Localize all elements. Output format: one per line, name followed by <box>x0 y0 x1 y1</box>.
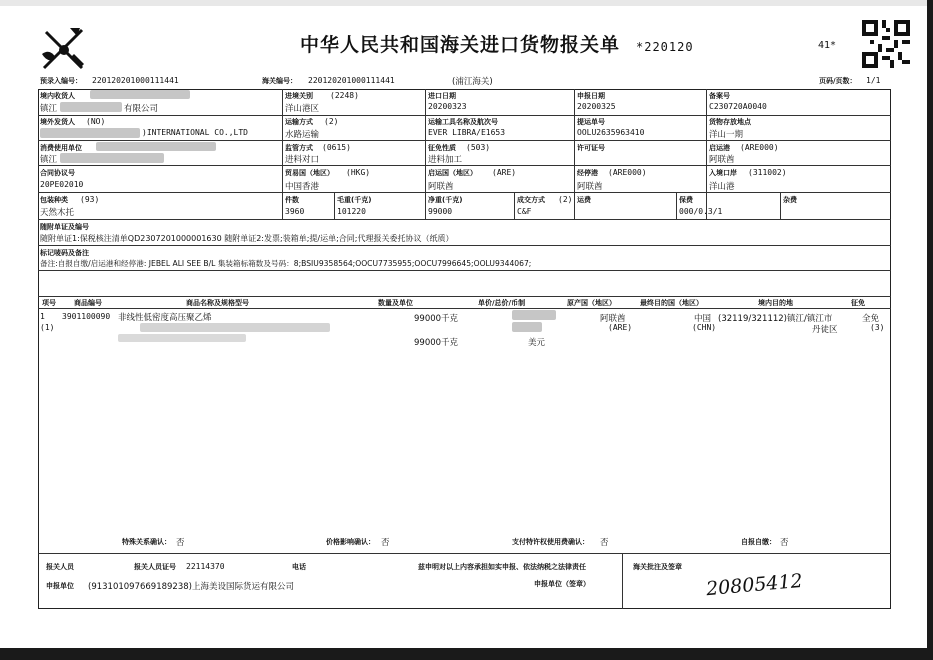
page-value: 1/1 <box>866 76 881 85</box>
redaction <box>60 153 164 163</box>
item-destination: 中国 <box>694 314 712 324</box>
trade-country-value: 中国香港 <box>285 182 320 192</box>
transit-port-code: (ARE000) <box>608 168 647 177</box>
page-label: 页码/页数： <box>819 77 857 85</box>
special-relation-value: 否 <box>176 538 185 548</box>
levy-nature-label: 征免性质 <box>428 144 456 152</box>
package-label: 包装种类 <box>40 196 68 204</box>
doc-code-suffix: 41* <box>818 40 837 51</box>
shipper-value: )INTERNATIONAL CO.,LTD <box>142 128 248 137</box>
pre-entry-number: 220120201000111441 <box>92 76 179 85</box>
self-pay-value: 否 <box>780 538 789 548</box>
import-port-code: (2248) <box>330 91 359 100</box>
net-weight-value: 99000 <box>428 207 453 216</box>
record-no-value: C230720A0040 <box>709 102 767 111</box>
qr-code-icon <box>862 20 910 68</box>
customs-number-label: 海关编号： <box>262 77 297 85</box>
consignee-value-2: 有限公司 <box>124 104 159 114</box>
special-relation-label: 特殊关系确认： <box>122 538 171 546</box>
item-no: 1 <box>40 312 45 321</box>
col-hs-code: 商品编号 <box>74 299 102 307</box>
redaction <box>512 322 542 332</box>
supervision-value: 进料对口 <box>285 155 320 165</box>
form-title: 中华人民共和国海关进口货物报关单 <box>300 34 621 56</box>
scan-right-edge <box>927 0 933 660</box>
transit-port-label: 经停港 <box>577 169 598 177</box>
deal-mode-code: (2) <box>558 195 573 204</box>
item-qty-1: 99000千克 <box>414 314 459 324</box>
contract-value: 20PE02010 <box>40 180 84 189</box>
transport-mode-code: (2) <box>324 117 339 126</box>
legal-statement: 兹申明对以上内容承担如实申报、依法纳税之法律责任 <box>418 563 586 571</box>
supervision-code: (0615) <box>322 143 351 152</box>
transport-mode-value: 水路运输 <box>285 130 320 140</box>
col-levy: 征免 <box>851 299 865 307</box>
consignee-label: 境内收货人 <box>40 92 75 100</box>
origin-country-value: 阿联酋 <box>428 182 454 192</box>
docs-label: 随附单证及编号 <box>40 223 89 231</box>
deal-mode-value: C&F <box>517 207 532 216</box>
item-levy-code: (3) <box>870 323 885 332</box>
freight-label: 运费 <box>577 196 591 204</box>
origin-country-code: (ARE) <box>492 168 517 177</box>
transit-port-value: 阿联酋 <box>577 182 603 192</box>
item-name: 非线性低密度高压聚乙烯 <box>118 313 212 323</box>
redaction <box>118 334 246 342</box>
item-domestic-dest-2: 丹徒区 <box>812 325 838 335</box>
record-no-label: 备案号 <box>709 92 730 100</box>
contract-label: 合同协议号 <box>40 169 75 177</box>
import-date-label: 进口日期 <box>428 92 456 100</box>
item-domestic-dest: (32119/321112)镇江/镇江市 <box>718 314 833 324</box>
levy-nature-value: 进料加工 <box>428 155 463 165</box>
vessel-value: EVER LIBRA/E1653 <box>428 128 506 137</box>
scan-top-edge <box>0 0 933 6</box>
item-destination-code: (CHN) <box>692 323 717 332</box>
customs-emblem-icon <box>38 24 90 74</box>
agency-seal-label: 申报单位（签章） <box>534 580 590 588</box>
trade-country-label: 贸易国（地区） <box>285 169 334 177</box>
storage-label: 货物存放地点 <box>709 118 751 126</box>
insurance-label: 保费 <box>679 196 693 204</box>
gross-weight-value: 101220 <box>337 207 366 216</box>
declarant-cert-value: 22114370 <box>186 562 225 571</box>
import-port-label: 进境关别 <box>285 92 313 100</box>
col-origin: 原产国（地区） <box>567 299 616 307</box>
entry-port-code: (311002) <box>748 168 787 177</box>
price-impact-label: 价格影响确认： <box>326 538 375 546</box>
price-impact-value: 否 <box>381 538 390 548</box>
customs-approval-label: 海关批注及签章 <box>633 563 682 571</box>
col-price: 单价/总价/币制 <box>478 299 526 307</box>
bl-label: 提运单号 <box>577 118 605 126</box>
phone-label: 电话 <box>292 563 306 571</box>
item-no-sub: (1) <box>40 323 55 332</box>
storage-value: 洋山一期 <box>709 130 744 140</box>
declaration-form <box>38 89 891 609</box>
royalty-value: 否 <box>600 538 609 548</box>
pieces-label: 件数 <box>285 196 299 204</box>
item-currency: 美元 <box>528 338 546 348</box>
marks-value: 备注:自报自缴/启运港和经停港: JEBEL ALI SEE B/L 集装箱标箱数及号码：8;BSIU9358564;OOCU7735955;OOCU7996645;OOLU9344067; <box>40 259 532 268</box>
vessel-label: 运输工具名称及航次号 <box>428 118 498 126</box>
self-pay-label: 自报自缴： <box>741 538 776 546</box>
trade-country-code: (HKG) <box>346 168 371 177</box>
depart-port-code: (ARE000) <box>740 143 779 152</box>
pieces-value: 3960 <box>285 207 305 216</box>
col-domestic-dest: 境内目的地 <box>758 299 793 307</box>
scan-bottom-edge <box>0 648 933 660</box>
col-name: 商品名称及规格型号 <box>186 299 249 307</box>
pre-entry-label: 预录入编号： <box>40 77 82 85</box>
agency-value: (913101097669189238)上海美设国际货运有限公司 <box>88 582 294 592</box>
redaction <box>512 310 556 320</box>
shipper-code: (NO) <box>86 117 106 126</box>
customs-office: (浦江海关) <box>452 77 493 87</box>
redaction <box>40 128 140 138</box>
customs-number: 220120201000111441 <box>308 76 395 85</box>
supervision-label: 监管方式 <box>285 144 313 152</box>
redaction <box>90 90 190 99</box>
col-quantity: 数量及单位 <box>378 299 413 307</box>
origin-country-label: 启运国（地区） <box>428 169 477 177</box>
package-value: 天然木托 <box>40 208 75 218</box>
declare-date-label: 申报日期 <box>577 92 605 100</box>
redaction <box>140 323 330 332</box>
marks-label: 标记唛码及备注 <box>40 249 89 257</box>
import-date-value: 20200323 <box>428 102 467 111</box>
bl-value: OOLU2635963410 <box>577 128 645 137</box>
consumer-label: 消费使用单位 <box>40 144 82 152</box>
depart-port-value: 阿联酋 <box>709 155 735 165</box>
license-label: 许可证号 <box>577 144 605 152</box>
declarant-cert-label: 报关人员证号 <box>134 563 176 571</box>
redaction <box>60 102 122 112</box>
levy-nature-code: (503) <box>466 143 491 152</box>
item-origin-code: (ARE) <box>608 323 633 332</box>
package-code: (93) <box>80 195 100 204</box>
shipper-label: 境外发货人 <box>40 118 75 126</box>
col-destination: 最终目的国（地区） <box>640 299 703 307</box>
entry-port-label: 入境口岸 <box>709 169 737 177</box>
declare-date-value: 20200325 <box>577 102 616 111</box>
item-levy: 全免 <box>862 314 880 324</box>
item-qty-2: 99000千克 <box>414 338 459 348</box>
handwritten-signature: 20805412 <box>705 569 804 601</box>
redaction <box>96 142 216 151</box>
consignee-value: 镇江 <box>40 104 58 114</box>
item-hs-code: 3901100090 <box>62 312 111 321</box>
agency-label: 申报单位 <box>46 582 74 590</box>
transport-mode-label: 运输方式 <box>285 118 313 126</box>
doc-code: *220120 <box>636 40 694 54</box>
col-item-no: 项号 <box>42 299 56 307</box>
docs-value: 随附单证1:保税核注清单QD2307201000001630 随附单证2:发票;装箱单;提/运单;合同;代理报关委托协议（纸质） <box>40 234 454 243</box>
declarant-label: 报关人员 <box>46 563 74 571</box>
depart-port-label: 启运港 <box>709 144 730 152</box>
insurance-value: 000/0.3/1 <box>679 207 723 216</box>
deal-mode-label: 成交方式 <box>517 196 545 204</box>
consumer-value: 镇江 <box>40 155 58 165</box>
royalty-label: 支付特许权使用费确认： <box>512 538 589 546</box>
entry-port-value: 洋山港 <box>709 182 735 192</box>
misc-fee-label: 杂费 <box>783 196 797 204</box>
gross-weight-label: 毛重(千克) <box>337 196 372 204</box>
item-origin: 阿联酋 <box>600 314 626 324</box>
net-weight-label: 净重(千克) <box>428 196 463 204</box>
import-port-value: 洋山港区 <box>285 104 320 114</box>
